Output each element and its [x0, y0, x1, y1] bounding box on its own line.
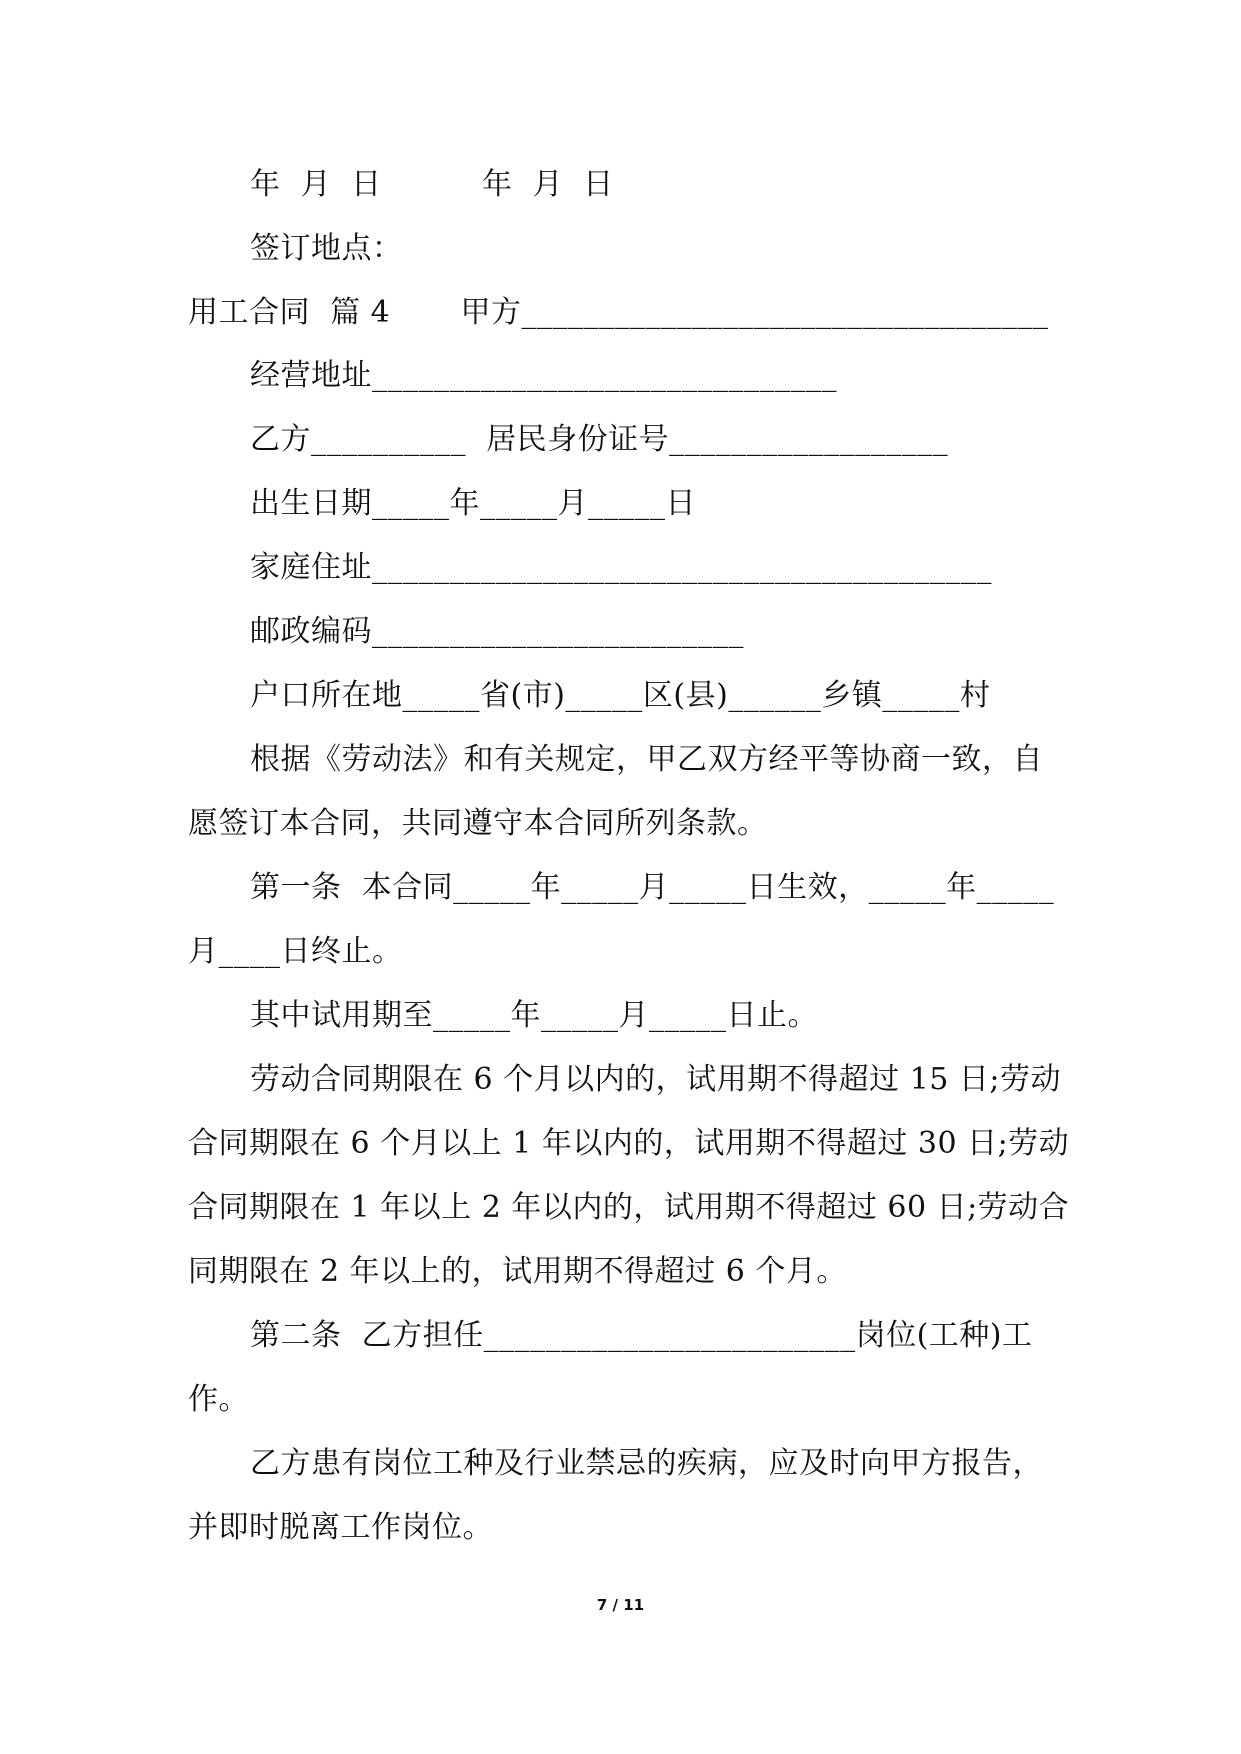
home-address: 家庭住址________________________________________ — [250, 550, 992, 585]
date-line: 年 月 日 年 月 日 — [250, 167, 614, 202]
paragraph-line: 并即时脱离工作岗位。 — [188, 1510, 493, 1545]
signing-place: 签订地点： — [250, 231, 403, 266]
paragraph-line: 乙方患有岗位工种及行业禁忌的疾病，应及时向甲方报告， — [250, 1446, 1043, 1481]
birth-date: 出生日期_____年_____月_____日 — [250, 486, 696, 521]
article-two: 第二条 乙方担任________________________岗位(工种)工 — [250, 1318, 1033, 1353]
paragraph-line: 同期限在 2 年以上的，试用期不得超过 6 个月。 — [188, 1254, 847, 1289]
postal-code: 邮政编码________________________ — [250, 614, 744, 649]
paragraph-line: 愿签订本合同，共同遵守本合同所列条款。 — [188, 806, 768, 841]
household-registration: 户口所在地_____省(市)_____区(县)______乡镇_____村 — [250, 678, 991, 713]
article-one: 第一条 本合同_____年_____月_____日生效，_____年_____ — [250, 870, 1055, 905]
party-b-id: 乙方__________ 居民身份证号__________________ — [250, 422, 949, 457]
probation-period: 其中试用期至_____年_____月_____日止。 — [250, 998, 818, 1033]
paragraph-line: 作。 — [188, 1382, 249, 1417]
business-address: 经营地址______________________________ — [250, 358, 837, 393]
paragraph-line: 劳动合同期限在 6 个月以内的，试用期不得超过 15 日;劳动 — [250, 1062, 1062, 1097]
page-number: 7 / 11 — [596, 1596, 645, 1614]
contract-heading-party-a: 用工合同 篇 4 甲方__________________________________ — [188, 295, 1049, 330]
paragraph-line: 月____日终止。 — [188, 934, 403, 969]
paragraph-line: 合同期限在 6 个月以上 1 年以内的，试用期不得超过 30 日;劳动 — [188, 1126, 1070, 1161]
paragraph-line: 根据《劳动法》和有关规定，甲乙双方经平等协商一致，自 — [250, 742, 1043, 777]
paragraph-line: 合同期限在 1 年以上 2 年以内的，试用期不得超过 60 日;劳动合 — [188, 1190, 1070, 1225]
